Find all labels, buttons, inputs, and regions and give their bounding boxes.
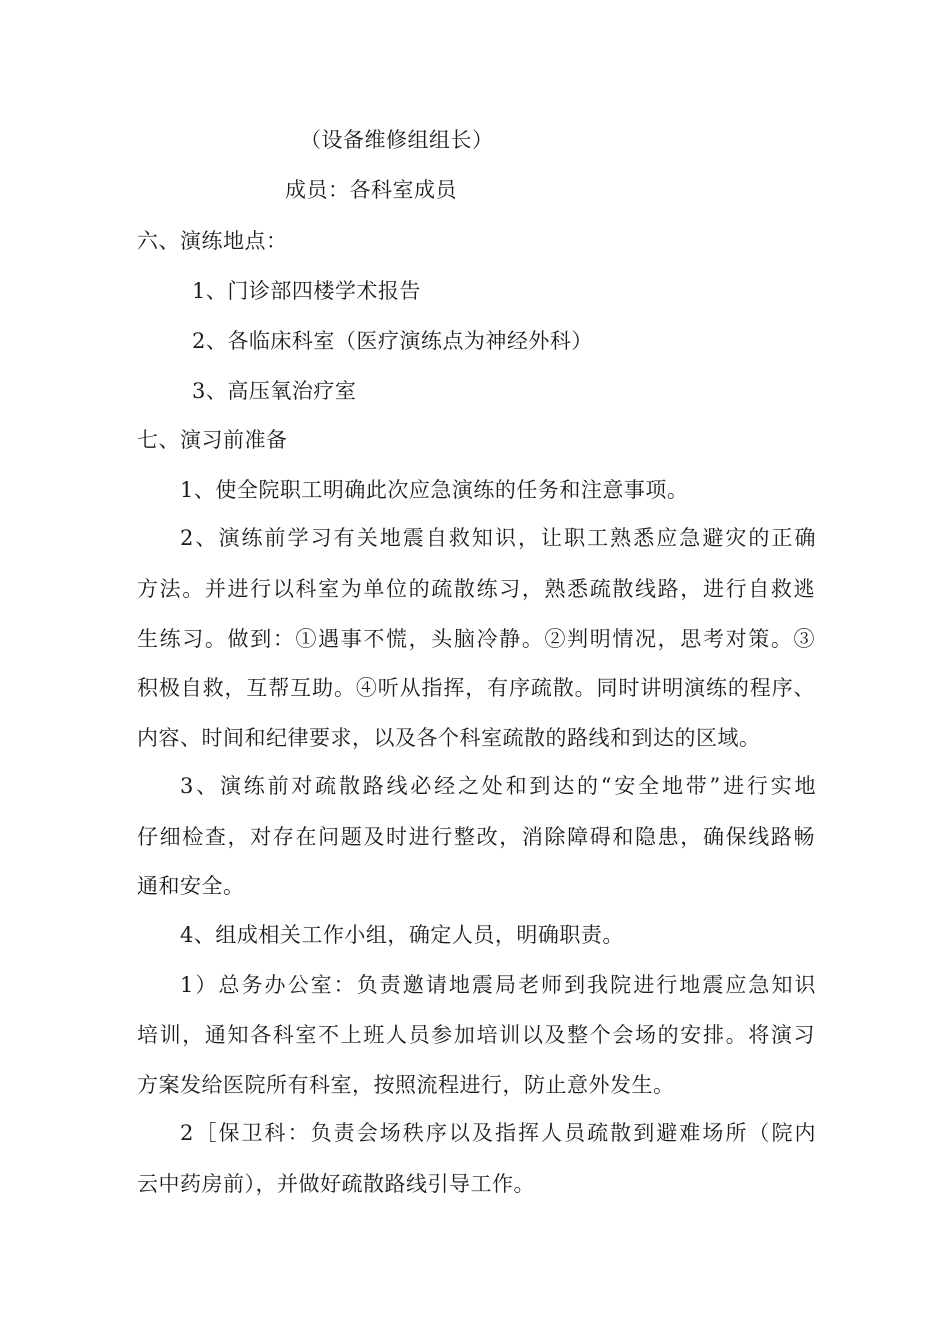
text-line-role: （设备维修组组长）: [300, 128, 494, 152]
location-item-1: 1、门诊部四楼学术报告: [192, 279, 421, 303]
section-heading-location: 六、演练地点：: [137, 229, 288, 253]
section-heading-preparation: 七、演习前准备: [137, 428, 288, 452]
location-item-3: 3、高压氧治疗室: [192, 379, 357, 403]
prep-item-2-line-2: 方法。并进行以科室为单位的疏散练习，熟悉疏散线路，进行自救逃: [137, 577, 815, 601]
location-item-2: 2、各临床科室（医疗演练点为神经外科）: [192, 329, 593, 353]
text-line-members: 成员：各科室成员: [285, 178, 457, 202]
prep-item-2-line-5: 内容、时间和纪律要求，以及各个科室疏散的路线和到达的区域。: [137, 726, 761, 750]
team-item-1-line-2: 培训，通知各科室不上班人员参加培训以及整个会场的安排。将演习: [137, 1023, 815, 1047]
team-item-2-line-1: 2［保卫科：负责会场秩序以及指挥人员疏散到避难场所（院内: [180, 1121, 816, 1145]
team-item-1-line-3: 方案发给医院所有科室，按照流程进行，防止意外发生。: [137, 1073, 675, 1097]
prep-item-2-line-1: 2、演练前学习有关地震自救知识，让职工熟悉应急避灾的正确: [180, 526, 816, 550]
prep-item-3-line-1: 3、演练前对疏散路线必经之处和到达的“安全地带”进行实地: [180, 774, 816, 798]
prep-item-3-line-2: 仔细检查，对存在问题及时进行整改，消除障碍和隐患，确保线路畅: [137, 825, 815, 849]
prep-item-1: 1、使全院职工明确此次应急演练的任务和注意事项。: [180, 478, 689, 502]
prep-item-4: 4、组成相关工作小组，确定人员，明确职责。: [180, 923, 624, 947]
prep-item-2-line-3: 生练习。做到：①遇事不慌，头脑冷静。②判明情况，思考对策。③: [137, 627, 815, 651]
prep-item-2-line-4: 积极自救，互帮互助。④听从指挥，有序疏散。同时讲明演练的程序、: [137, 676, 815, 700]
team-item-2-line-2: 云中药房前），并做好疏散路线引导工作。: [137, 1172, 535, 1196]
team-item-1-line-1: 1）总务办公室：负责邀请地震局老师到我院进行地震应急知识: [180, 973, 816, 997]
prep-item-3-line-3: 通和安全。: [137, 874, 245, 898]
